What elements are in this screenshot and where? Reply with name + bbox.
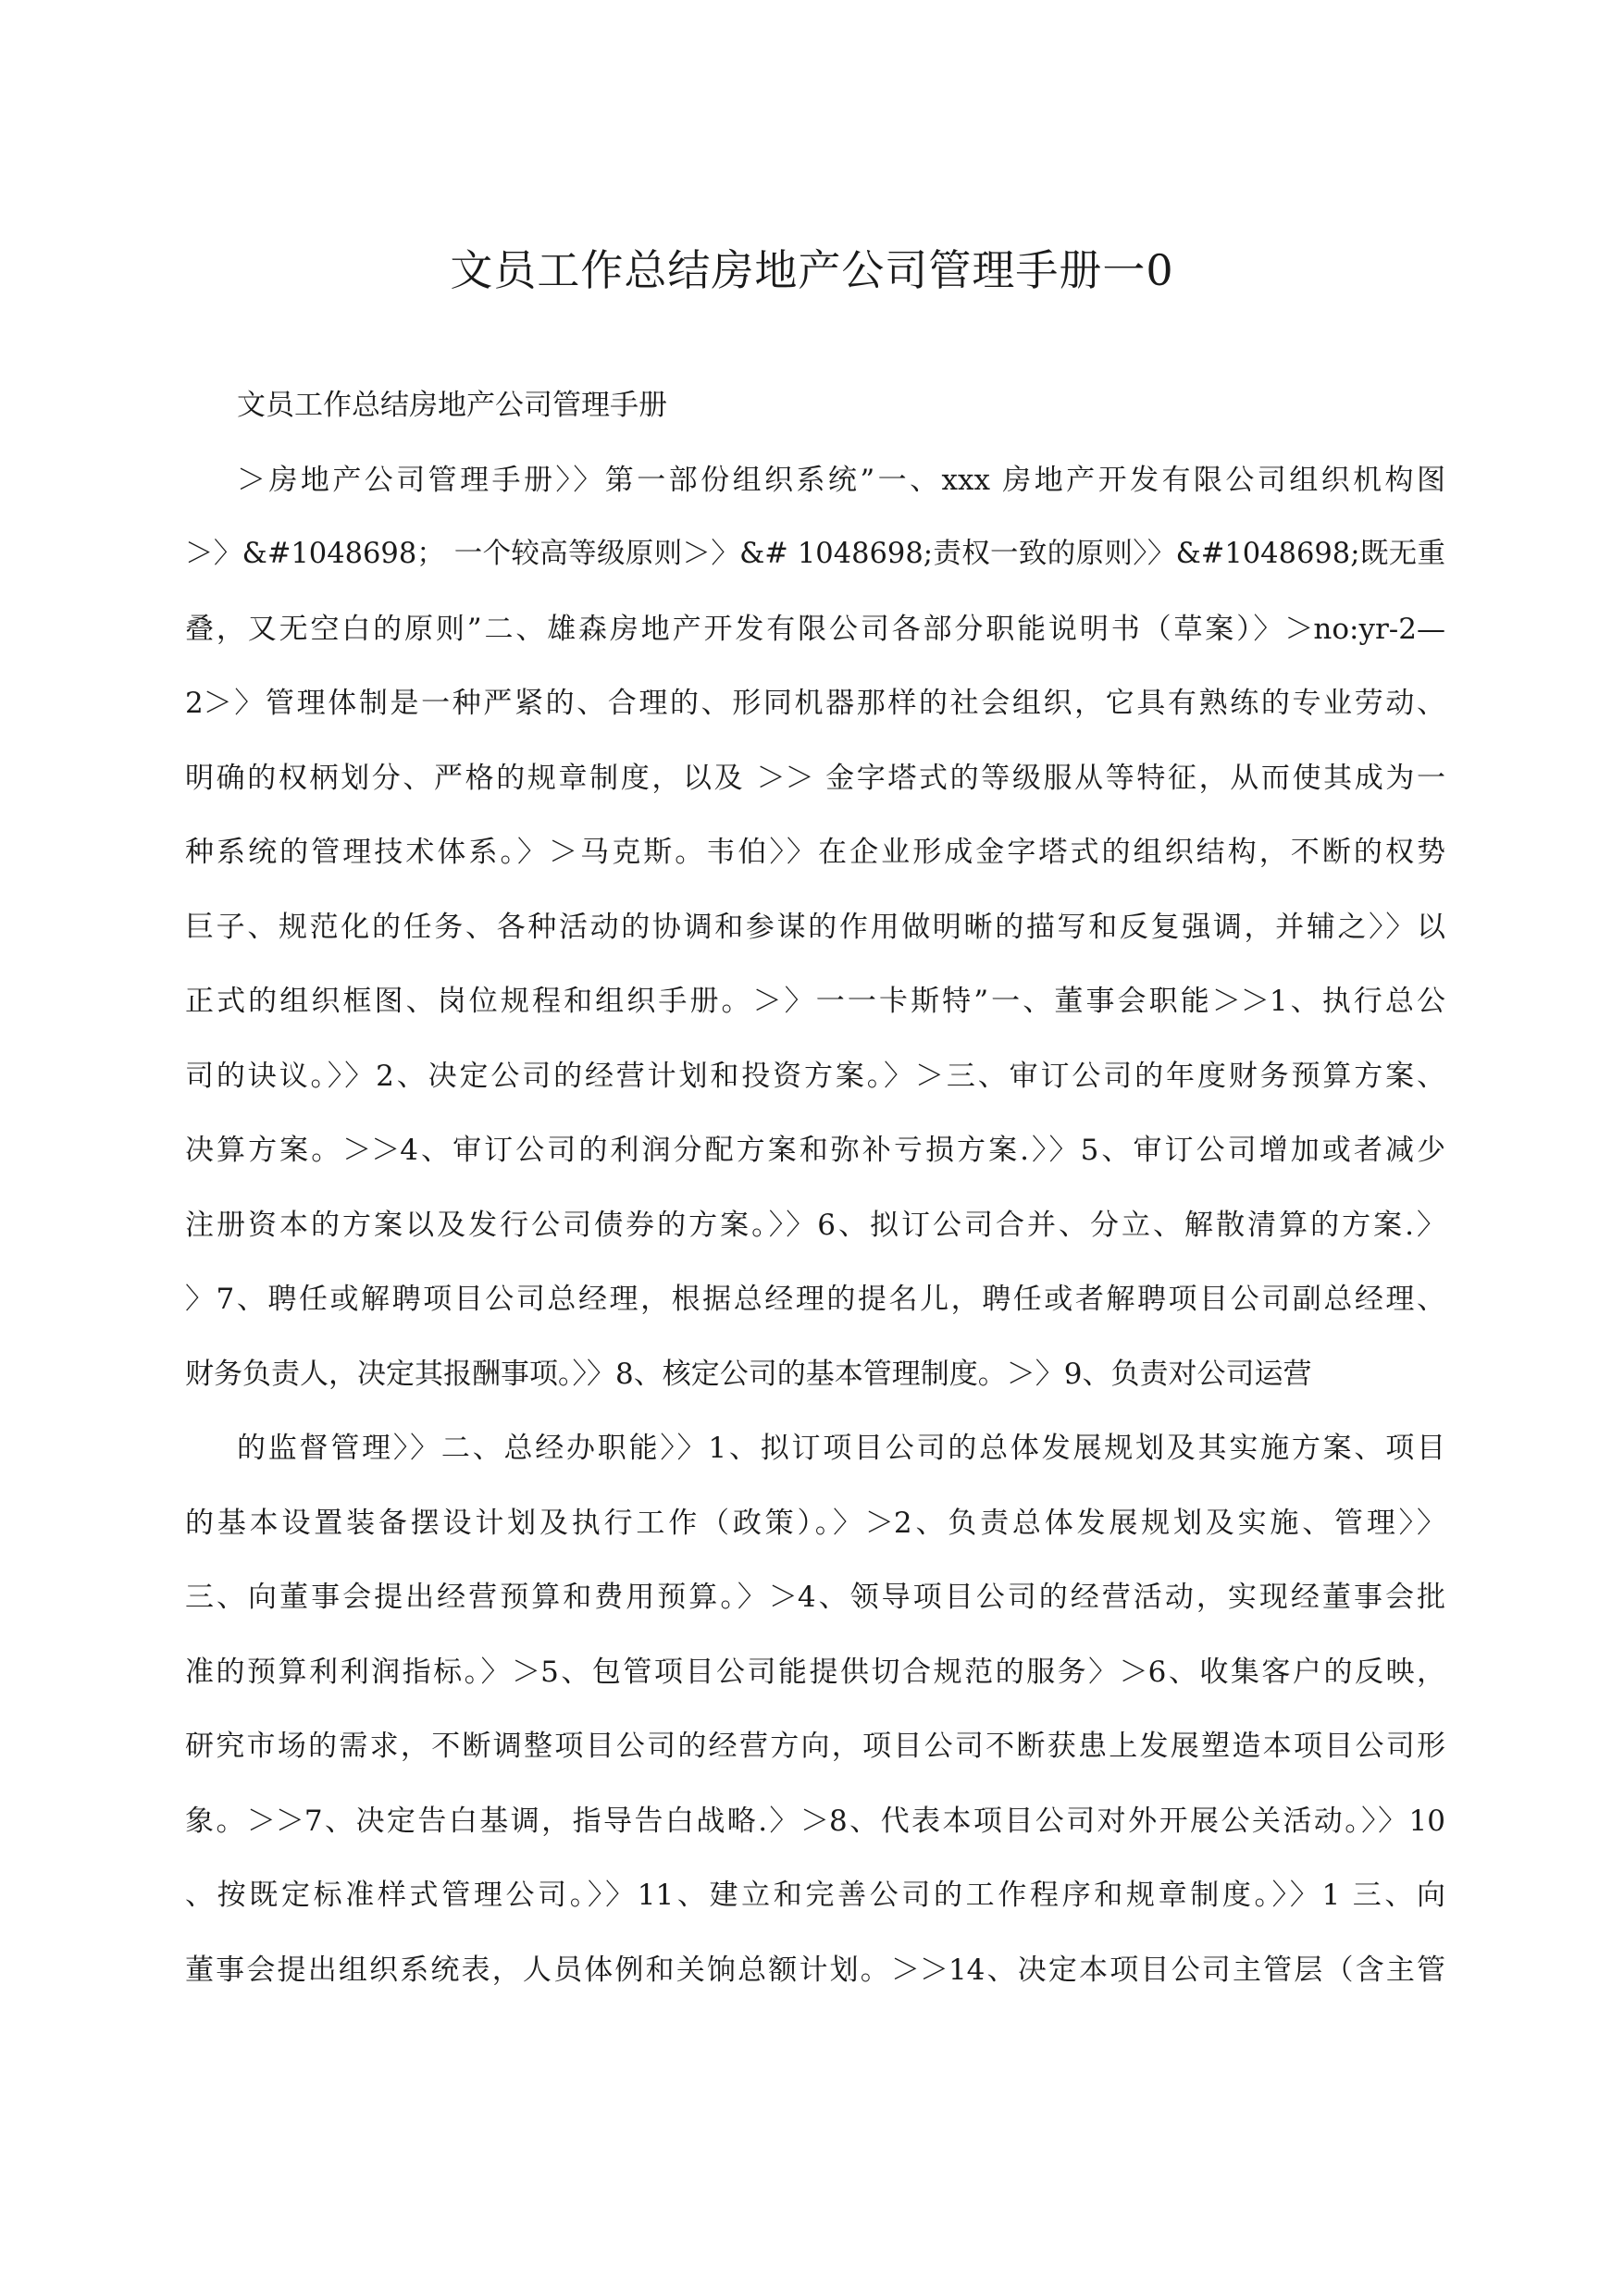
body-line: 财务负责人，决定其报酬事项。〉〉8、核定公司的基本管理制度。＞〉9、负责对公司运营 [185,1358,1312,1391]
body-line: 文员工作总结房地产公司管理手册 [237,389,667,422]
body-line: 巨子、规范化的任务、各种活动的协调和参谋的作用做明晰的描写和反复强调，并辅之〉〉以 [185,911,1445,944]
body-line: 决算方案。＞＞4、审订公司的利润分配方案和弥补亏损方案.〉〉5、审订公司增加或者减少 [185,1134,1445,1167]
document-title: 文员工作总结房地产公司管理手册一0 [450,245,1174,295]
body-line: 明确的权柄划分、严格的规章制度，以及 ＞＞ 金字塔式的等级服从等特征，从而使其成为一 [185,762,1445,795]
body-line: 2＞〉管理体制是一种严紧的、合理的、形同机器那样的社会组织，它具有熟练的专业劳动、 [185,687,1445,720]
body-line: ＞房地产公司管理手册〉〉第一部份组织系统”一、xxx 房地产开发有限公司组织机构图 [237,464,1445,497]
body-line: 司的诀议。〉〉2、决定公司的经营计划和投资方案。〉＞三、审订公司的年度财务预算方案、 [185,1060,1445,1093]
body-line: 〉7、聘任或解聘项目公司总经理，根据总经理的提名儿，聘任或者解聘项目公司副总经理、 [185,1283,1445,1316]
body-line: 的基本设置装备摆设计划及执行工作（政策）。〉＞2、负责总体发展规划及实施、管理〉〉 [185,1507,1445,1540]
body-line: 准的预算利利润指标。〉＞5、包管项目公司能提供切合规范的服务〉＞6、收集客户的反映， [185,1656,1445,1689]
body-line: 董事会提出组织系统表，人员体例和关饷总额计划。＞＞14、决定本项目公司主管层（含主管 [185,1954,1445,1987]
body-line: 的监督管理〉〉二、总经办职能〉〉1、拟订项目公司的总体发展规划及其实施方案、项目 [237,1432,1445,1465]
body-line: 种系统的管理技术体系。〉＞马克斯。韦伯〉〉在企业形成金字塔式的组织结构，不断的权势 [185,836,1445,869]
body-line: 正式的组织框图、岗位规程和组织手册。＞〉一一卡斯特”一、董事会职能＞＞1、执行总公 [185,985,1445,1018]
body-line: ＞〉&#1048698； 一个较高等级原则＞〉&# 1048698;责权一致的原则〉〉&#1048698;既无重 [185,538,1445,570]
body-line: 、按既定标准样式管理公司。〉〉11、建立和完善公司的工作程序和规章制度。〉〉1 三、向 [185,1879,1445,1912]
body-line: 象。＞＞7、决定告白基调，指导告白战略.〉＞8、代表本项目公司对外开展公关活动。〉〉10 [185,1805,1445,1838]
body-line: 三、向董事会提出经营预算和费用预算。〉＞4、领导项目公司的经营活动，实现经董事会批 [185,1581,1445,1614]
body-line: 研究市场的需求，不断调整项目公司的经营方向，项目公司不断获患上发展塑造本项目公司形 [185,1730,1445,1763]
body-line: 注册资本的方案以及发行公司债券的方案。〉〉6、拟订公司合并、分立、解散清算的方案.〉 [185,1209,1445,1242]
body-line: 叠，又无空白的原则”二、雄森房地产开发有限公司各部分职能说明书（草案）〉＞no:yr-2— [185,613,1445,646]
